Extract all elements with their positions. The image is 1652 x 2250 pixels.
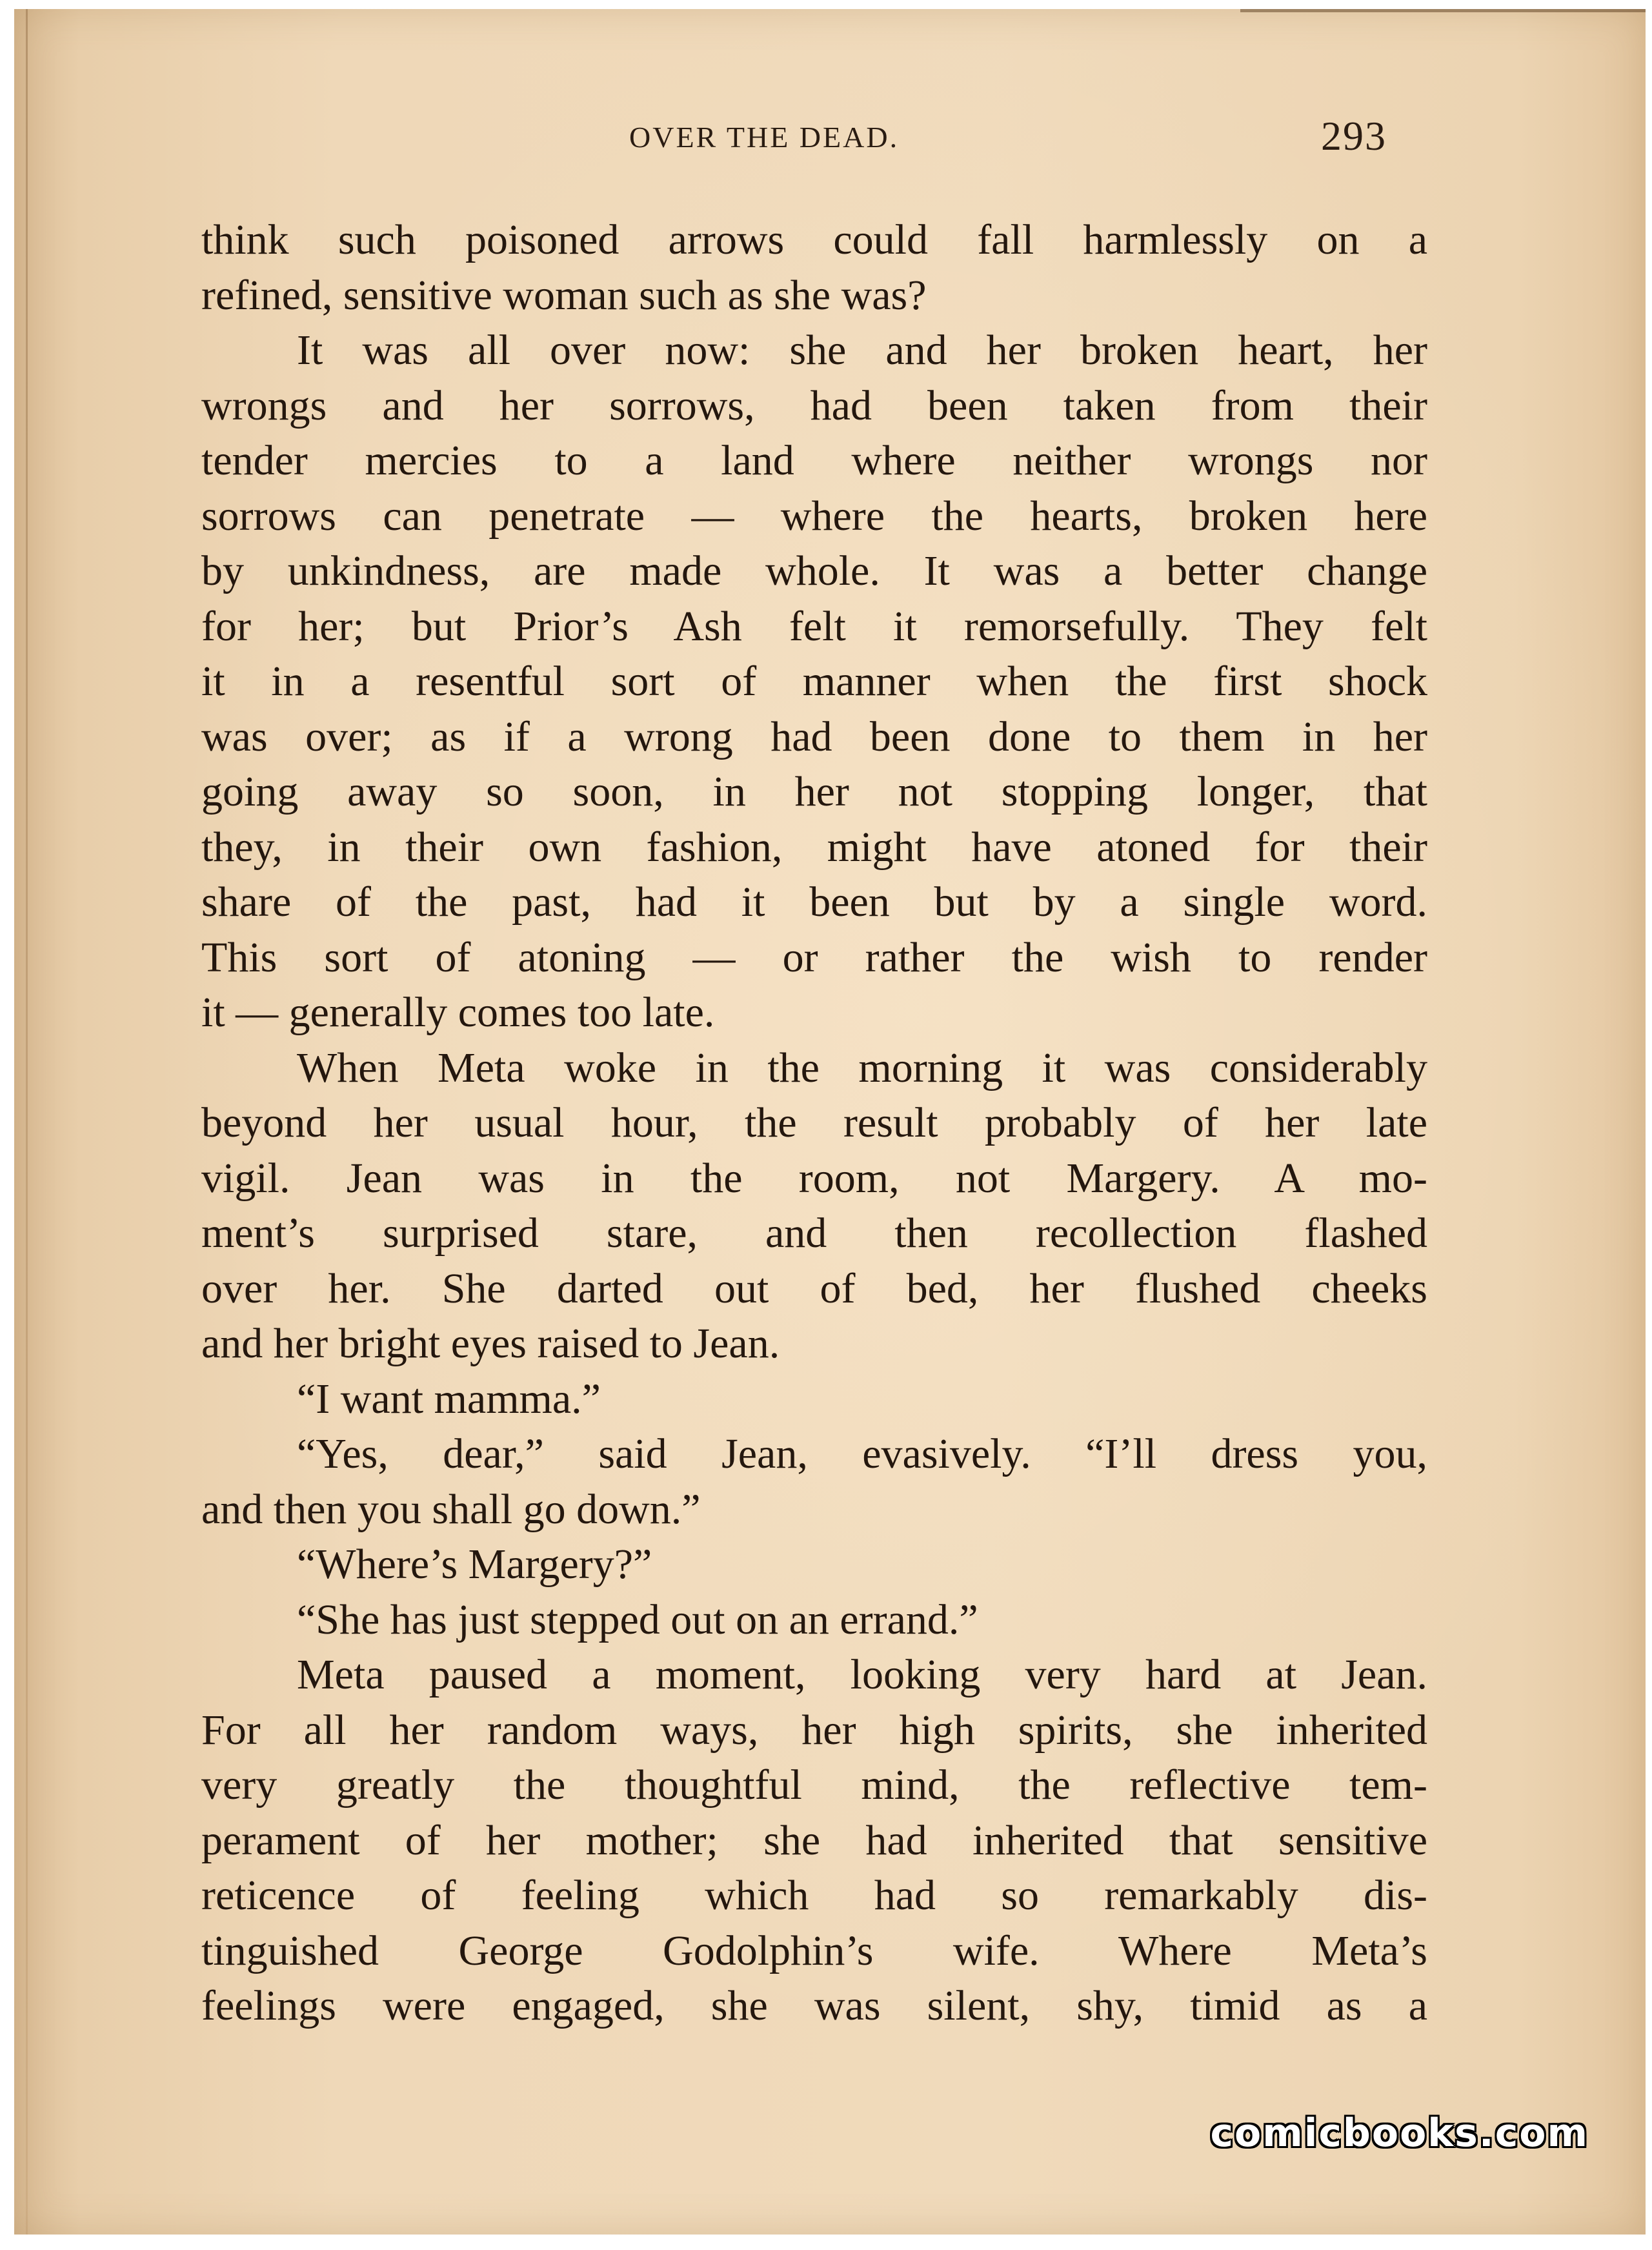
text-line: think such poisoned arrows could fall harmlessly on a — [201, 216, 1427, 263]
text-line: vigil. Jean was in the room, not Margery. A mo- — [201, 1154, 1427, 1202]
text-line: very greatly the thoughtful mind, the reflective tem- — [201, 1761, 1427, 1809]
text-line: sorrows can penetrate — where the hearts, broken here — [201, 492, 1427, 540]
text-line: Meta paused a moment, looking very hard at Jean. — [297, 1651, 1427, 1698]
text-line: When Meta woke in the morning it was considerably — [297, 1044, 1427, 1091]
top-edge-shadow — [1240, 9, 1646, 12]
text-line: It was all over now: she and her broken heart, her — [297, 327, 1427, 374]
text-line: “Where’s Margery?” — [297, 1541, 652, 1588]
page-number: 293 — [1321, 113, 1387, 159]
text-line: feelings were engaged, she was silent, shy, timid as a — [201, 1982, 1427, 2029]
text-line: “I want mamma.” — [297, 1375, 601, 1423]
text-line: “Yes, dear,” said Jean, evasively. “I’ll dress you, — [297, 1430, 1427, 1477]
text-line: tender mercies to a land where neither wrongs nor — [201, 437, 1427, 484]
text-line: it in a resentful sort of manner when the first shock — [201, 658, 1427, 705]
page-spine-edge — [26, 9, 28, 2235]
text-line: share of the past, had it been but by a single word. — [201, 878, 1427, 926]
text-line: reticence of feeling which had so remarkably dis- — [201, 1872, 1427, 1919]
text-line: ment’s surprised stare, and then recollection flashed — [201, 1210, 1427, 1257]
text-line: “She has just stepped out on an errand.” — [297, 1596, 978, 1643]
text-line: wrongs and her sorrows, had been taken from their — [201, 381, 1427, 429]
body-text — [201, 212, 1427, 2034]
text-line: it — generally comes too late. — [201, 989, 715, 1036]
text-line: perament of her mother; she had inherited that sensitive — [201, 1816, 1427, 1864]
text-line: was over; as if a wrong had been done to them in her — [201, 713, 1427, 760]
text-line: beyond her usual hour, the result probably of her late — [201, 1099, 1427, 1146]
text-line: refined, sensitive woman such as she was? — [201, 271, 927, 319]
text-line: For all her random ways, her high spirits, she inherited — [201, 1706, 1427, 1754]
text-line: tinguished George Godolphin’s wife. Where Meta’s — [201, 1927, 1427, 1974]
watermark: comicbooks.com — [1210, 2111, 1589, 2156]
text-line: and her bright eyes raised to Jean. — [201, 1320, 780, 1367]
text-line: going away so soon, in her not stopping longer, that — [201, 768, 1427, 815]
book-page — [14, 9, 1646, 2235]
text-line: and then you shall go down.” — [201, 1485, 701, 1533]
text-line: for her; but Prior’s Ash felt it remorsefully. They felt — [201, 602, 1427, 650]
text-line: by unkindness, are made whole. It was a better change — [201, 547, 1427, 594]
text-line: they, in their own fashion, might have atoned for their — [201, 823, 1427, 871]
text-line: over her. She darted out of bed, her flushed cheeks — [201, 1264, 1427, 1312]
text-line: This sort of atoning — or rather the wish to render — [201, 933, 1427, 981]
running-title: OVER THE DEAD. — [629, 121, 900, 154]
running-header — [14, 112, 1646, 157]
